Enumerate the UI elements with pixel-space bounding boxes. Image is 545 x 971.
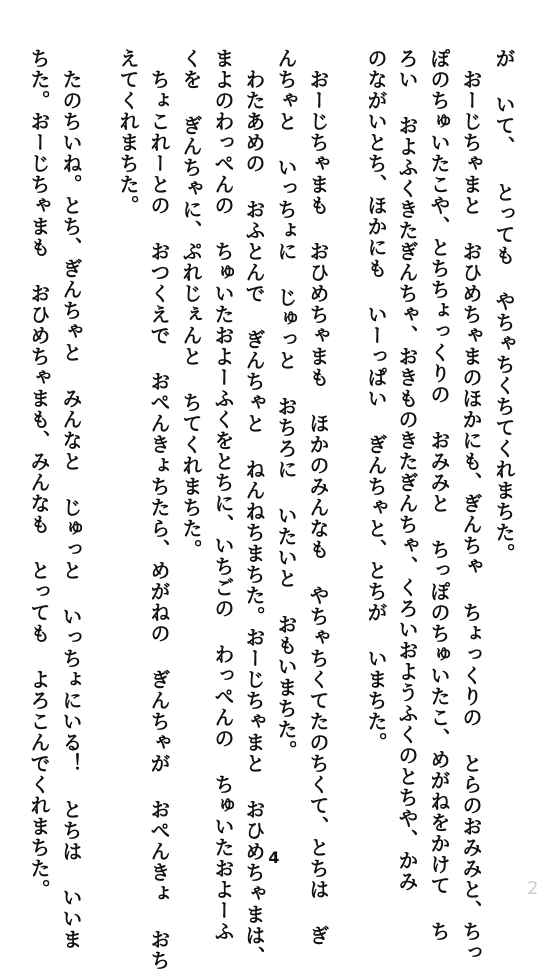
text-column-9: まよのわっぺんの ちゅいたおよーふくをとちに、いちごの わっぺんの ちゅいたおよーふ	[211, 48, 235, 942]
text-column-1: が いて、 とっても やちゃちくちてくれまちた。	[492, 48, 516, 564]
corner-mark: 2	[527, 878, 539, 899]
text-column-5: のながいとち、ほかにも いーっぱい ぎんちゃと、とちが いまちた。	[364, 48, 388, 753]
page-number: 4	[268, 848, 280, 867]
text-column-13: たのちいね。とち、ぎんちゃと みんなと じゅっと いっちょにいる！ とちは いいま	[59, 48, 83, 950]
text-column-7: んちゃと いっちょに じゅっと おちろに いたいと おもいまちた。	[274, 48, 298, 761]
text-column-8: わたあめの おふとんで ぎんちゃと ねんねちまちた。おーじちゃまと おひめちゃまは、	[242, 48, 266, 967]
text-column-12: えてくれまちた。	[116, 48, 140, 216]
text-column-2: おーじちゃまと おひめちゃまのほかにも、ぎんちゃ ちょっくりの とらのおみみと、ちっ	[459, 48, 483, 963]
text-column-10: くを ぎんちゃに、ぷれじぇんと ちてくれまちた。	[179, 48, 203, 560]
text-column-11: ちょこれーとの おつくえで おぺんきょちたら、めがねの ぎんちゃが おぺんきょ おち	[147, 48, 171, 971]
text-column-4: ろい およふくきたぎんちゃ、おきものきたぎんちゃ、くろいおようふくのとちや、かみ	[395, 48, 419, 892]
text-column-6: おーじちゃまも おひめちゃまも ほかのみんなも やちゃちくてたのちくて、とちは ぎ	[306, 48, 330, 946]
text-column-14: ちた。おーじちゃまも おひめちゃまも、みんなも とっても よろこんでくれまちた。	[27, 48, 51, 900]
text-column-3: ぽのちゅいたこや、とちちょっくりの おみみと ちっぽのちゅいたこ、めがねをかけて ち	[427, 48, 451, 942]
